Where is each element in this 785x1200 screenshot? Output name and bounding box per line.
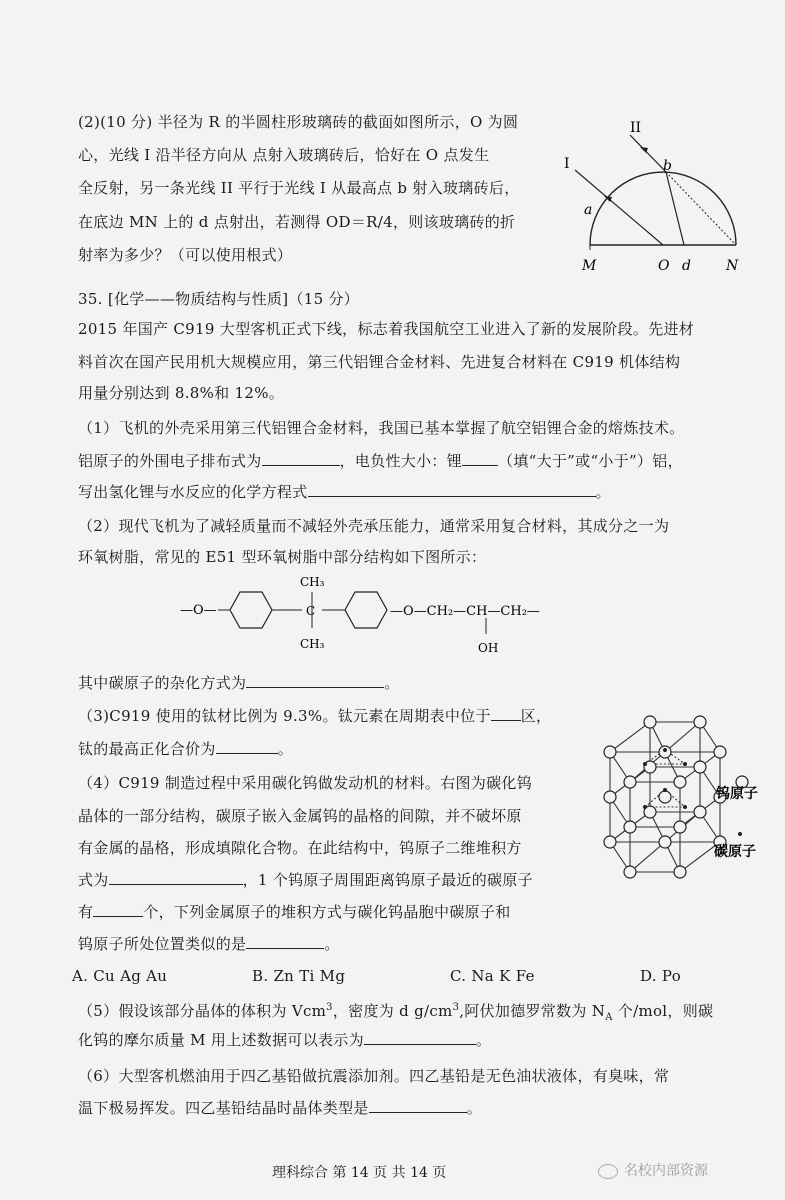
option-d: D. Po — [640, 967, 682, 985]
q35-p4-line-5: 有 个，下列金属原子的堆积方式与碳化钨晶胞中碳原子和 — [78, 903, 511, 921]
q35-p1-line-1: （1）飞机的外壳采用第三代铝锂合金材料，我国已基本掌握了航空铝锂合金的熔炼技术。 — [78, 419, 685, 437]
q35-p5-line-1: （5）假设该部分晶体的体积为 Vcm$^3$，密度为 d $g/cm^3$,阿伏加德罗常数为 $N_A$ 个/mol，则碳 — [78, 1002, 714, 1023]
label-O: O — [658, 258, 670, 274]
q35-p1-line-2: 铝原子的外围电子排布式为 ，电负性大小：锂 （填“大于”或“小于”）铝， — [78, 452, 683, 470]
label-a: a — [584, 202, 593, 218]
q2-line-3: 全反射，另一条光线 II 平行于光线 I 从最高点 b 射入玻璃砖后， — [78, 179, 520, 197]
svg-text:—O—CH₂—CH—CH₂—: —O—CH₂—CH—CH₂— — [390, 604, 540, 619]
epoxy-structure — [180, 572, 580, 662]
option-b: B. Zn Ti Mg — [252, 967, 346, 985]
q35-p4-line-2: 晶体的一部分结构，碳原子嵌入金属钨的晶格的间隙，并不破坏原 — [78, 807, 522, 825]
semicircle-figure — [560, 110, 760, 280]
q35-p3-line-1: （3)C919 使用的钛材比例为 9.3%。钛元素在周期表中位于 区， — [78, 707, 552, 725]
label-ray-I: I — [564, 156, 570, 172]
q35-p4-line-3: 有金属的晶格，形成填隙化合物。在此结构中，钨原子二维堆积方 — [78, 839, 522, 857]
q2-line-1: (2)(10 分) 半径为 R 的半圆柱形玻璃砖的截面如图所示，O 为圆 — [78, 113, 519, 131]
legend-tungsten: 钨原子 — [716, 786, 758, 802]
q2-line-4: 在底边 MN 上的 d 点射出，若测得 OD＝R/4，则该玻璃砖的折 — [78, 213, 516, 231]
watermark: 名校内部资源 — [598, 1160, 708, 1180]
q35-p1-line-3: 写出氢化锂与水反应的化学方程式 。 — [78, 483, 611, 501]
svg-text:OH: OH — [478, 641, 499, 655]
q2-line-5: 射率为多少？（可以使用根式） — [78, 246, 293, 264]
label-d: d — [682, 258, 691, 274]
q35-p6-line-1: （6）大型客机燃油用于四乙基铅做抗震添加剂。四乙基铅是无色油状液体，有臭味，常 — [78, 1067, 670, 1085]
q35-p2-line-3: 其中碳原子的杂化方式为 。 — [78, 674, 400, 692]
q35-p4-line-4: 式为 ，1 个钨原子周围距离钨原子最近的碳原子 — [78, 871, 533, 889]
svg-text:C: C — [306, 604, 316, 618]
option-a: A. Cu Ag Au — [72, 967, 168, 985]
q2-line-2: 心，光线 I 沿半径方向从 点射入玻璃砖后，恰好在 O 点发生 — [78, 146, 490, 164]
legend-carbon: 碳原子 — [714, 844, 756, 860]
q35-p3-line-2: 钛的最高正化合价为 。 — [78, 740, 294, 758]
tungsten-carbide-figure — [590, 712, 780, 902]
q35-intro-2: 料首次在国产民用机大规模应用，第三代铝锂合金材料、先进复合材料在 C919 机体结构 — [78, 353, 681, 371]
label-ray-II: II — [630, 120, 642, 136]
svg-text:—O—: —O— — [180, 603, 217, 618]
q35-p2-line-1: （2）现代飞机为了减轻质量而不减轻外壳承压能力，通常采用复合材料，其成分之一为 — [78, 517, 670, 535]
svg-text:CH₃: CH₃ — [300, 575, 325, 589]
q35-p2-line-2: 环氧树脂，常见的 E51 型环氧树脂中部分结构如下图所示： — [78, 548, 487, 566]
q35-p4-line-6: 钨原子所处位置类似的是 。 — [78, 935, 340, 953]
page-footer: 理科综合 第 14 页 共 14 页 — [272, 1165, 447, 1181]
q35-p5-line-2: 化钨的摩尔质量 M 用上述数据可以表示为 。 — [78, 1031, 492, 1049]
q35-p4-line-1: （4）C919 制造过程中采用碳化钨做发动机的材料。右图为碳化钨 — [78, 774, 533, 792]
option-c: C. Na K Fe — [450, 967, 535, 985]
q35-intro-3: 用量分别达到 8.8%和 12%。 — [78, 384, 285, 402]
label-b: b — [663, 158, 672, 174]
wechat-icon — [598, 1164, 618, 1179]
carbon-legend-icon — [738, 832, 742, 836]
label-N: N — [726, 258, 739, 274]
label-M: M — [582, 258, 597, 274]
q35-heading: 35. [化学——物质结构与性质]（15 分） — [78, 290, 360, 308]
q35-intro-1: 2015 年国产 C919 大型客机正式下线，标志着我国航空工业进入了新的发展阶段。先进材 — [78, 320, 695, 338]
svg-text:CH₃: CH₃ — [300, 637, 325, 651]
q35-p6-line-2: 温下极易挥发。四乙基铅结晶时晶体类型是 。 — [78, 1099, 483, 1117]
